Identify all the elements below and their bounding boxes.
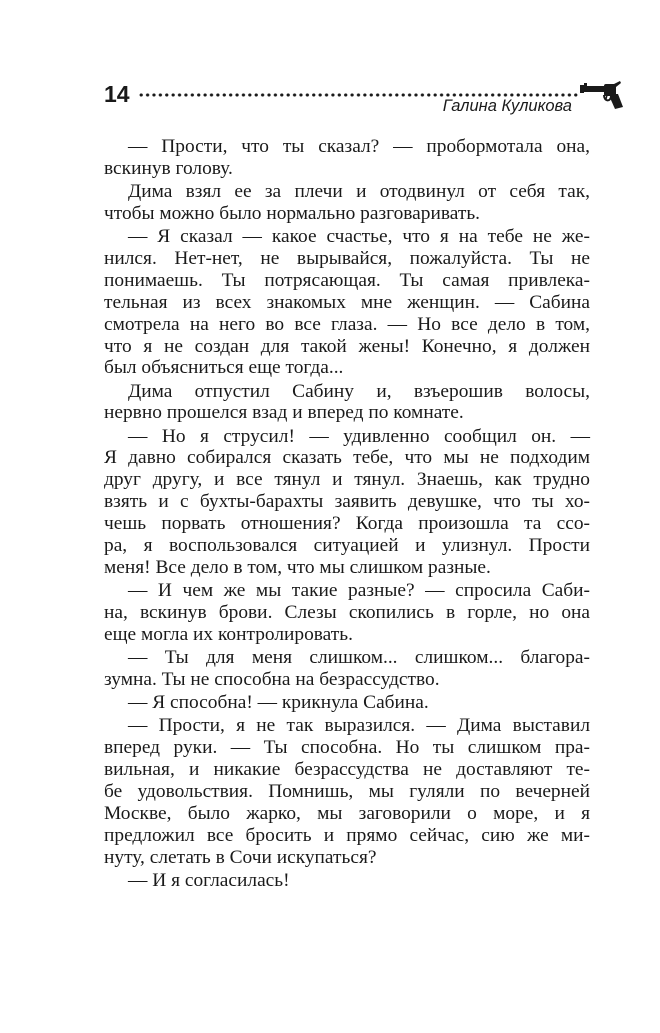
paragraph <box>104 381 590 425</box>
text-line: — И я согласилась! <box>128 869 290 891</box>
text-line: — Я сказал — какое счастье, что я на тебе не же- <box>128 226 590 247</box>
paragraph <box>104 226 590 379</box>
text-line: нился. Нет-нет, не вырывайся, пожалуйста. Ты не <box>104 247 590 269</box>
paragraph <box>104 647 590 691</box>
text-line: меня! Все дело в том, что мы слишком разные. <box>104 556 491 578</box>
text-line: тельная из всех знакомых мне женщин. — Сабина <box>104 291 590 313</box>
paragraph <box>104 692 590 714</box>
paragraph <box>104 715 590 868</box>
text-line: вильная, и никакие безрассудства не доставляют те- <box>104 758 590 780</box>
paragraph <box>104 426 590 579</box>
text-line: на, вскинув брови. Слезы скопились в горле, но она <box>104 601 590 623</box>
author-name: Галина Куликова <box>442 97 572 115</box>
text-line: Я давно собирался сказать тебе, что мы не подходим <box>104 447 590 469</box>
text-line: еще могла их контролировать. <box>104 623 353 645</box>
paragraph <box>104 136 590 180</box>
text-line: — Прости, что ты сказал? — пробормотала она, <box>128 136 590 157</box>
paragraph <box>104 580 590 646</box>
text-line: вперед руки. — Ты способна. Но ты слишком пра- <box>104 736 590 758</box>
text-line: был объясниться еще тогда... <box>104 357 344 379</box>
text-line: чтобы можно было нормально разговаривать. <box>104 202 481 224</box>
text-line: чешь порвать отношения? Когда произошла та ссо- <box>104 513 590 535</box>
text-line: вскинув голову. <box>104 157 233 179</box>
text-line: ра, я воспользовался ситуацией и улизнул. Прости <box>104 535 590 557</box>
text-line: Москве, было жарко, мы заговорили о море, и я <box>104 802 590 824</box>
page-number: 14 <box>104 81 130 107</box>
text-line: предложил все бросить и прямо сейчас, сию же ми- <box>104 824 590 846</box>
text-line: понимаешь. Ты потрясающая. Ты самая привлека- <box>104 269 590 291</box>
text-line: — Ты для меня слишком... слишком... благора- <box>128 646 590 668</box>
text-line: Дима отпустил Сабину и, взъерошив волосы, <box>128 380 590 402</box>
text-line: зумна. Ты не способна на безрассудство. <box>104 668 440 690</box>
text-line: взять и с бухты-барахты заявить девушке, что ты хо- <box>104 491 590 513</box>
revolver-icon <box>580 80 624 110</box>
running-header <box>104 80 624 120</box>
paragraph <box>104 870 590 892</box>
text-line: бе удовольствия. Помнишь, мы гуляли по вечерней <box>104 780 590 802</box>
text-line: нервно прошелся взад и вперед по комнате. <box>104 402 464 424</box>
body-text <box>104 136 590 893</box>
text-line: — Но я струсил! — удивленно сообщил он. — <box>128 425 590 447</box>
text-line: смотрела на него во все глаза. — Но все дело в том, <box>104 313 590 335</box>
text-line: нуту, слетать в Сочи искупаться? <box>104 846 377 868</box>
text-line: друг другу, и все тянул и тянул. Знаешь, как трудно <box>104 469 590 491</box>
text-line: Дима взял ее за плечи и отодвинул от себя так, <box>128 181 590 202</box>
text-line: — И чем же мы такие разные? — спросила Саби- <box>128 580 590 602</box>
paragraph <box>104 181 590 225</box>
text-line: — Прости, я не так выразился. — Дима выставил <box>128 715 590 737</box>
text-line: что я не создан для такой жены! Конечно, я должен <box>104 335 590 357</box>
text-line: — Я способна! — крикнула Сабина. <box>128 691 429 713</box>
